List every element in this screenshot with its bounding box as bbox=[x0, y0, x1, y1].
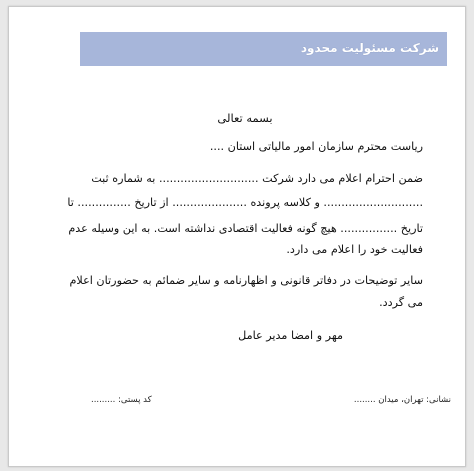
addressee-line: ریاست محترم سازمان امور مالیاتی استان .... bbox=[209, 140, 423, 153]
paragraph-2-line-2: می گردد. bbox=[379, 296, 423, 309]
header-bar bbox=[80, 32, 447, 66]
company-title: شرکت مسئولیت محدود bbox=[300, 41, 439, 55]
document-page bbox=[8, 6, 466, 467]
footer-address: نشانی: تهران، میدان ........ bbox=[353, 395, 451, 405]
signature-line: مهر و امضا مدیر عامل bbox=[238, 329, 343, 342]
paragraph-1-line-4: فعالیت خود را اعلام می دارد. bbox=[286, 243, 423, 256]
salutation: بسمه تعالی bbox=[217, 111, 273, 125]
paragraph-1-line-1: ضمن احترام اعلام می دارد شرکت ............................ به شماره ثبت bbox=[91, 172, 423, 185]
paragraph-1-line-2: ............................ و کلاسه پرونده ..................... از تاریخ ............... تا bbox=[67, 196, 423, 209]
footer-postal-code: کد پستی: ......... bbox=[91, 395, 152, 405]
paragraph-1-line-3: تاریخ ................ هیچ گونه فعالیت اقتصادی نداشته است. به این وسیله عدم bbox=[68, 222, 423, 235]
paragraph-2-line-1: سایر توضیحات در دفاتر قانونی و اظهارنامه و سایر ضمائم به حضورتان اعلام bbox=[69, 274, 423, 287]
